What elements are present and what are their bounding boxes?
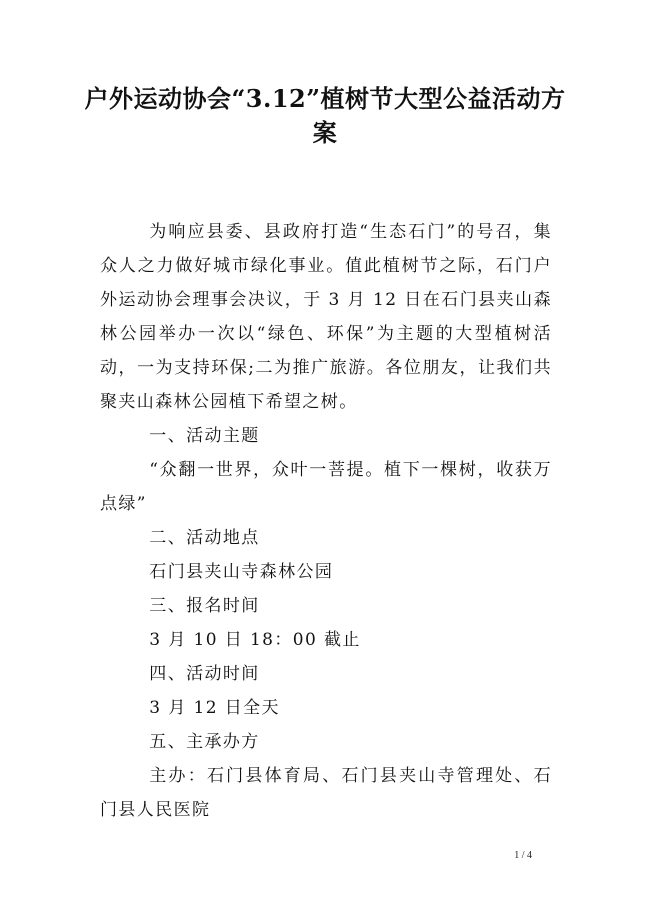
section-heading-theme: 一、活动主题	[149, 426, 260, 446]
theme-slogan: “众翻一世界，众叶一菩提。植下一棵树，收获万点绿”	[100, 460, 552, 514]
page-number: 1 / 4	[514, 850, 532, 861]
intro-paragraph: 为响应县委、县政府打造“生态石门”的号召，集众人之力做好城市绿化事业。值此植树节之际，石门户外运动协会理事会决议，于 3 月 12 日在石门县夹山森林公园举办一次以“绿色、环保”为主题的大型植树活动，一为支持环保;二为推广旅游。各位朋友，让我们共聚夹山森林公园植下希望之树。	[100, 222, 552, 412]
document-body	[100, 215, 552, 827]
section-heading-time: 四、活动时间	[149, 664, 260, 684]
time-text: 3 月 12 日全天	[149, 698, 280, 718]
section-heading-location: 二、活动地点	[149, 528, 260, 548]
organizers-text: 主办：石门县体育局、石门县夹山寺管理处、石门县人民医院	[100, 766, 552, 820]
location-text: 石门县夹山寺森林公园	[149, 562, 334, 582]
registration-text: 3 月 10 日 18：00 截止	[149, 630, 361, 650]
document-title: 户外运动协会“3.12”植树节大型公益活动方案	[84, 84, 566, 147]
section-heading-organizers: 五、主承办方	[149, 732, 260, 752]
section-heading-registration: 三、报名时间	[149, 596, 260, 616]
